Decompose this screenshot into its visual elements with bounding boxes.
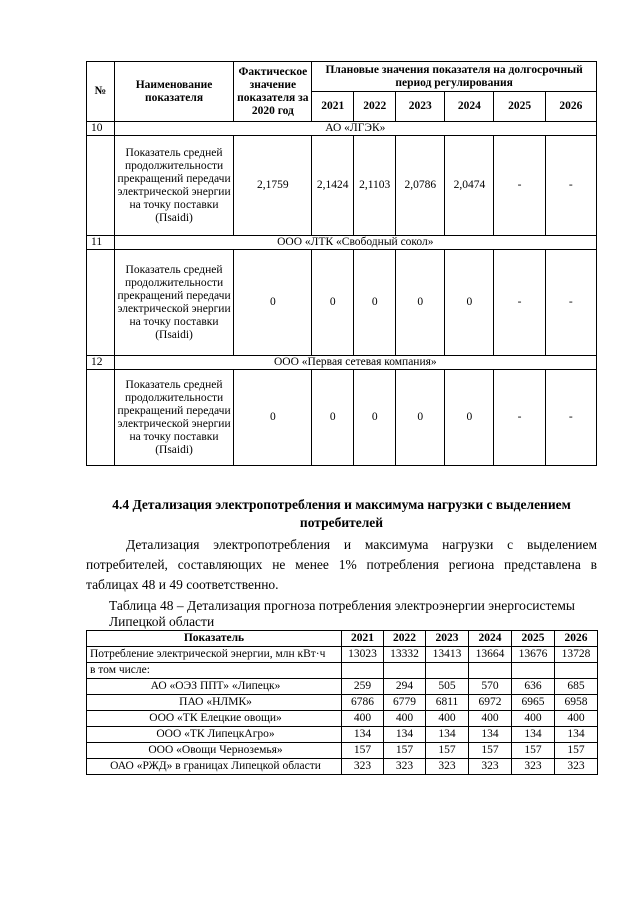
cell-value: 400 bbox=[426, 711, 469, 727]
indicator-table bbox=[86, 61, 597, 466]
header-year: 2022 bbox=[354, 92, 396, 122]
header-year: 2024 bbox=[469, 631, 512, 647]
header-num: № bbox=[87, 62, 115, 122]
actual-value: 0 bbox=[234, 370, 312, 466]
cell-value: 13676 bbox=[512, 647, 555, 663]
cell-value: 400 bbox=[469, 711, 512, 727]
header-year: 2022 bbox=[384, 631, 426, 647]
row-label: Потребление электрической энергии, млн кВт·ч bbox=[87, 647, 342, 663]
table-row bbox=[87, 647, 598, 663]
row-label: ООО «ТК ЛипецкАгро» bbox=[87, 727, 342, 743]
plan-value: - bbox=[494, 136, 545, 236]
cell-value: 134 bbox=[512, 727, 555, 743]
cell-value bbox=[555, 663, 598, 679]
cell-value: 6972 bbox=[469, 695, 512, 711]
table-row bbox=[87, 759, 598, 775]
cell-value: 13413 bbox=[426, 647, 469, 663]
section-paragraph: Детализация электропотребления и максимума нагрузки с выделением потребителей, составляющих не менее 1% потребления региона представлена в таблицах 48 и 49 соответственно. bbox=[86, 537, 597, 592]
header-year: 2023 bbox=[426, 631, 469, 647]
table-row bbox=[87, 695, 598, 711]
cell-value: 6779 bbox=[384, 695, 426, 711]
table-row bbox=[87, 727, 598, 743]
header-year: 2026 bbox=[545, 92, 596, 122]
plan-value: 0 bbox=[312, 370, 354, 466]
plan-value: 0 bbox=[396, 250, 445, 356]
section-heading: 4.4 Детализация электропотребления и максимума нагрузки с выделением потребителей bbox=[112, 497, 571, 530]
row-label: ОАО «РЖД» в границах Липецкой области bbox=[87, 759, 342, 775]
table-row bbox=[87, 743, 598, 759]
header-name: Наименование показателя bbox=[114, 62, 234, 122]
cell-value: 636 bbox=[512, 679, 555, 695]
group-header-row bbox=[87, 356, 597, 370]
cell-value: 13023 bbox=[342, 647, 384, 663]
plan-value: 0 bbox=[354, 370, 396, 466]
cell-value bbox=[426, 663, 469, 679]
cell-value bbox=[342, 663, 384, 679]
cell-value: 400 bbox=[512, 711, 555, 727]
cell-value: 323 bbox=[512, 759, 555, 775]
header-actual: Фактическое значение показателя за 2020 год bbox=[234, 62, 312, 122]
cell-value bbox=[469, 663, 512, 679]
plan-value: 2,0474 bbox=[445, 136, 494, 236]
plan-value: 0 bbox=[354, 250, 396, 356]
group-number: 10 bbox=[87, 122, 115, 136]
cell-value: 157 bbox=[426, 743, 469, 759]
header-year: 2025 bbox=[512, 631, 555, 647]
header-year: 2021 bbox=[312, 92, 354, 122]
plan-value: - bbox=[545, 250, 596, 356]
cell-value: 157 bbox=[384, 743, 426, 759]
indicator-row bbox=[87, 136, 597, 236]
group-number: 12 bbox=[87, 356, 115, 370]
header-year: 2026 bbox=[555, 631, 598, 647]
plan-value: 0 bbox=[312, 250, 354, 356]
cell-value: 13664 bbox=[469, 647, 512, 663]
group-organization: ООО «Первая сетевая компания» bbox=[114, 356, 596, 370]
cell-value: 400 bbox=[384, 711, 426, 727]
cell-value: 685 bbox=[555, 679, 598, 695]
cell-value: 134 bbox=[426, 727, 469, 743]
actual-value: 2,1759 bbox=[234, 136, 312, 236]
cell-value: 157 bbox=[555, 743, 598, 759]
row-label: АО «ОЭЗ ППТ» «Липецк» bbox=[87, 679, 342, 695]
plan-value: 0 bbox=[445, 370, 494, 466]
cell-value: 134 bbox=[342, 727, 384, 743]
header-year: 2025 bbox=[494, 92, 545, 122]
cell-value: 570 bbox=[469, 679, 512, 695]
row-label: ООО «Овощи Черноземья» bbox=[87, 743, 342, 759]
header-year: 2021 bbox=[342, 631, 384, 647]
cell-value: 294 bbox=[384, 679, 426, 695]
indicator-row bbox=[87, 250, 597, 356]
plan-value: 0 bbox=[396, 370, 445, 466]
cell-value: 157 bbox=[469, 743, 512, 759]
plan-value: - bbox=[494, 370, 545, 466]
cell-value: 6786 bbox=[342, 695, 384, 711]
table-row bbox=[87, 663, 598, 679]
cell-value: 134 bbox=[469, 727, 512, 743]
indicator-name: Показатель средней продолжительности прекращений передачи электрической энергии на точку поставки (Пsaidi) bbox=[114, 136, 234, 236]
cell-value: 157 bbox=[512, 743, 555, 759]
plan-value: 2,1424 bbox=[312, 136, 354, 236]
cell-value: 157 bbox=[342, 743, 384, 759]
cell-value bbox=[384, 663, 426, 679]
indicator-row bbox=[87, 370, 597, 466]
cell-value bbox=[512, 663, 555, 679]
cell-value: 6811 bbox=[426, 695, 469, 711]
cell-value: 134 bbox=[384, 727, 426, 743]
table-header-row bbox=[87, 631, 598, 647]
cell-value: 13728 bbox=[555, 647, 598, 663]
plan-value: - bbox=[494, 250, 545, 356]
header-year: 2024 bbox=[445, 92, 494, 122]
actual-value: 0 bbox=[234, 250, 312, 356]
header-plan: Плановые значения показателя на долгосрочный период регулирования bbox=[312, 62, 597, 92]
table-row bbox=[87, 711, 598, 727]
indicator-name: Показатель средней продолжительности прекращений передачи электрической энергии на точку поставки (Пsaidi) bbox=[114, 370, 234, 466]
header-year: 2023 bbox=[396, 92, 445, 122]
group-header-row bbox=[87, 122, 597, 136]
group-number: 11 bbox=[87, 236, 115, 250]
group-organization: ООО «ЛТК «Свободный сокол» bbox=[114, 236, 596, 250]
cell-value: 323 bbox=[555, 759, 598, 775]
cell-value: 6965 bbox=[512, 695, 555, 711]
cell-value: 134 bbox=[555, 727, 598, 743]
plan-value: 2,1103 bbox=[354, 136, 396, 236]
row-label: ПАО «НЛМК» bbox=[87, 695, 342, 711]
cell-value: 400 bbox=[342, 711, 384, 727]
group-header-row bbox=[87, 236, 597, 250]
consumption-table bbox=[86, 630, 598, 775]
group-organization: АО «ЛГЭК» bbox=[114, 122, 596, 136]
cell-value: 323 bbox=[426, 759, 469, 775]
cell-value: 323 bbox=[384, 759, 426, 775]
cell-value: 505 bbox=[426, 679, 469, 695]
cell-value: 323 bbox=[342, 759, 384, 775]
row-label: в том числе: bbox=[87, 663, 342, 679]
row-label: ООО «ТК Елецкие овощи» bbox=[87, 711, 342, 727]
plan-value: - bbox=[545, 136, 596, 236]
cell-value: 323 bbox=[469, 759, 512, 775]
cell-value: 259 bbox=[342, 679, 384, 695]
plan-value: 2,0786 bbox=[396, 136, 445, 236]
table-caption: Таблица 48 – Детализация прогноза потребления электроэнергии энергосистемы Липецкой области bbox=[109, 598, 575, 629]
cell-value: 400 bbox=[555, 711, 598, 727]
plan-value: - bbox=[545, 370, 596, 466]
cell-value: 13332 bbox=[384, 647, 426, 663]
table-row bbox=[87, 679, 598, 695]
cell-value: 6958 bbox=[555, 695, 598, 711]
header-indicator: Показатель bbox=[87, 631, 342, 647]
plan-value: 0 bbox=[445, 250, 494, 356]
indicator-name: Показатель средней продолжительности прекращений передачи электрической энергии на точку поставки (Пsaidi) bbox=[114, 250, 234, 356]
